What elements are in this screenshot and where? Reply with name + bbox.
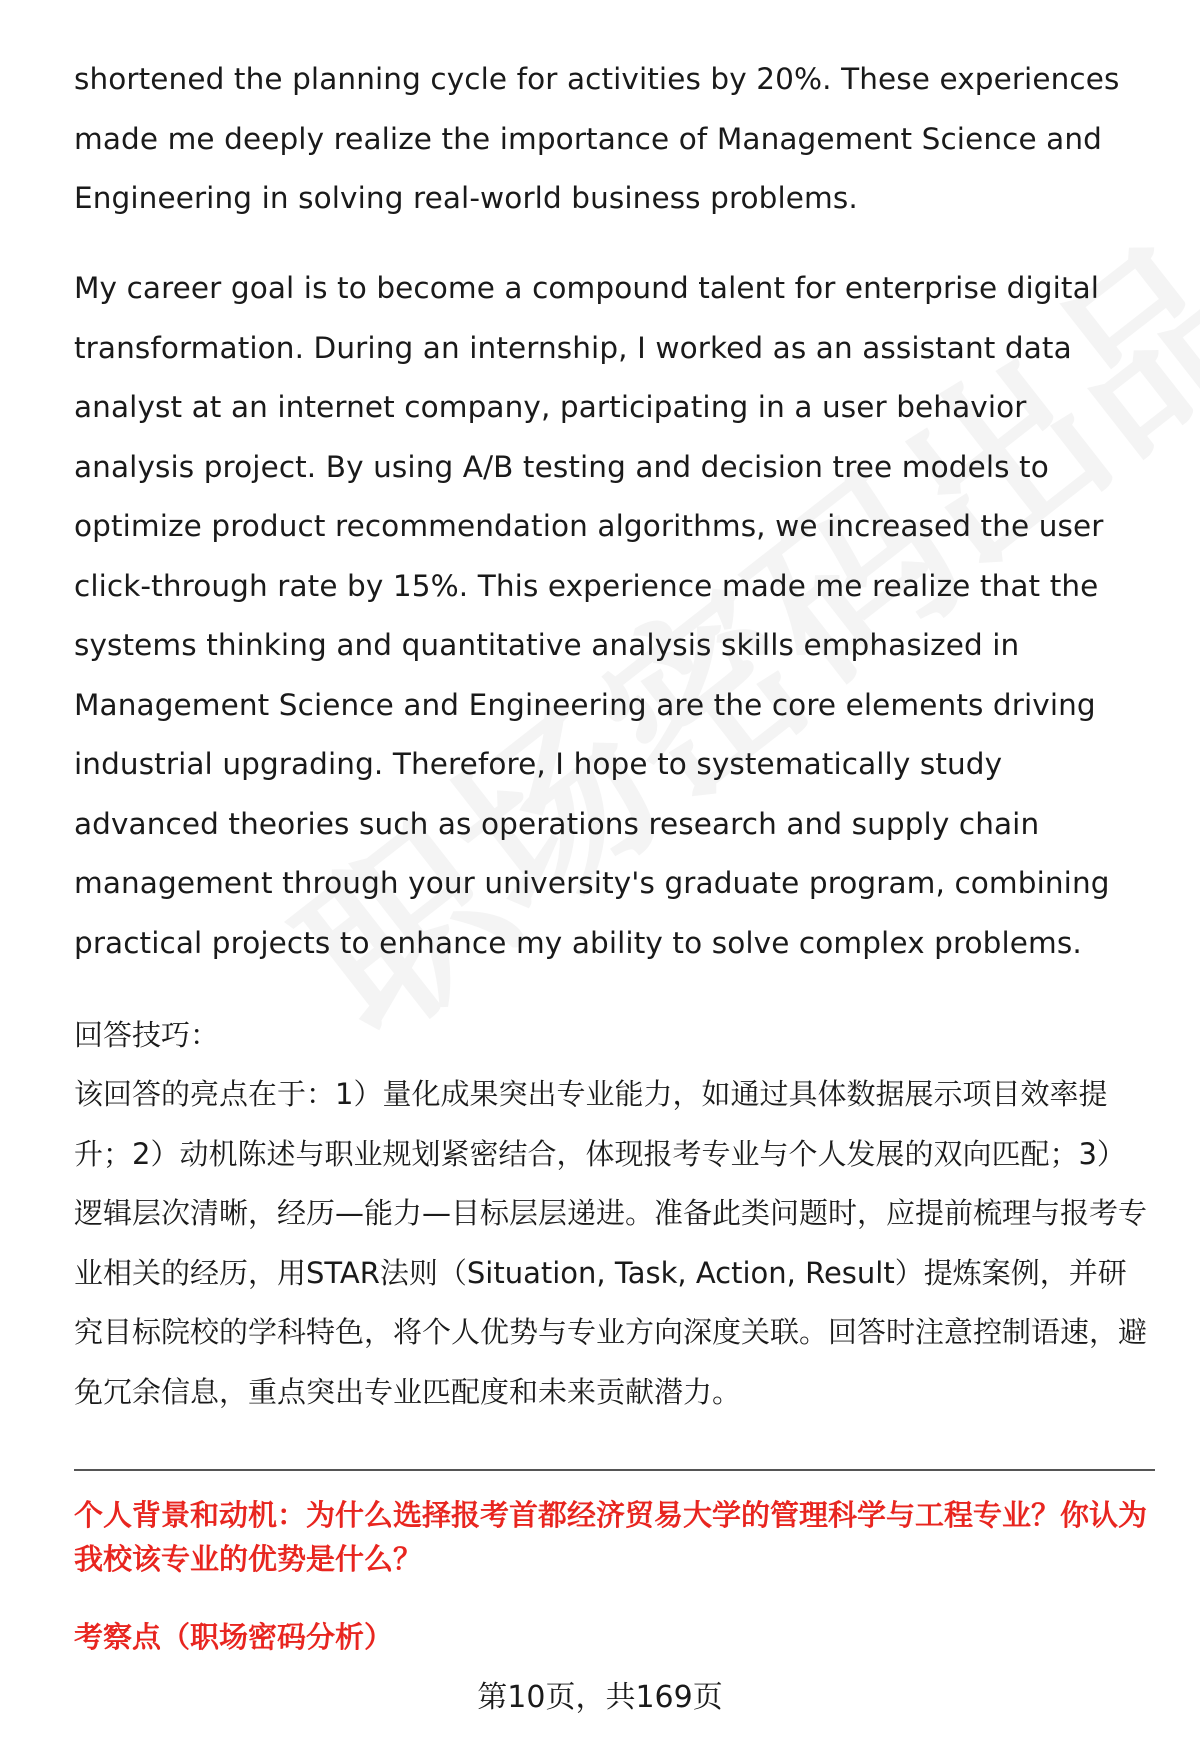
analysis-heading: 考察点（职场密码分析） bbox=[74, 1620, 394, 1654]
question-heading: 个人背景和动机：为什么选择报考首都经济贸易大学的管理科学与工程专业？你认为我校该专业的优势是什么？ bbox=[74, 1498, 1148, 1576]
section-divider bbox=[74, 1469, 1155, 1471]
tips-label: 回答技巧： bbox=[74, 1018, 220, 1052]
tips-body: 该回答的亮点在于：1）量化成果突出专业能力，如通过具体数据展示项目效率提升；2）动机陈述与职业规划紧密结合，体现报考专业与个人发展的双向匹配；3）逻辑层次清晰，经历—能力—目标层层递进。准备此类问题时，应提前梳理与报考专业相关的经历，用STAR法则（Situation, Task, Action, Result）提炼案例，并研究目标院校的学科特色，将个人优势与专业方向深度关联。回答时注意控制语速，避免冗余信息，重点突出专业匹配度和未来贡献潜力。 bbox=[74, 1077, 1148, 1409]
paragraph-answer-continued: shortened the planning cycle for activities by 20%. These experiences made me deeply realize the importance of Management Science and Engineering in solving real-world business problems. bbox=[74, 62, 1120, 215]
paragraph-career-goal: My career goal is to become a compound talent for enterprise digital transformation. During an internship, I worked as an assistant data analyst at an internet company, participating in a user behavior analysis project. By using A/B testing and decision tree models to optimize product recommendation algorithms, we increased the user click-through rate by 15%. This experience made me realize that the systems thinking and quantitative analysis skills emphasized in Management Science and Engineering are the core elements driving industrial upgrading. Therefore, I hope to systematically study advanced theories such as operations research and supply chain management through your university's graduate program, combining practical projects to enhance my ability to solve complex problems. bbox=[74, 271, 1110, 960]
page-indicator: 第10页，共169页 bbox=[477, 1680, 723, 1715]
